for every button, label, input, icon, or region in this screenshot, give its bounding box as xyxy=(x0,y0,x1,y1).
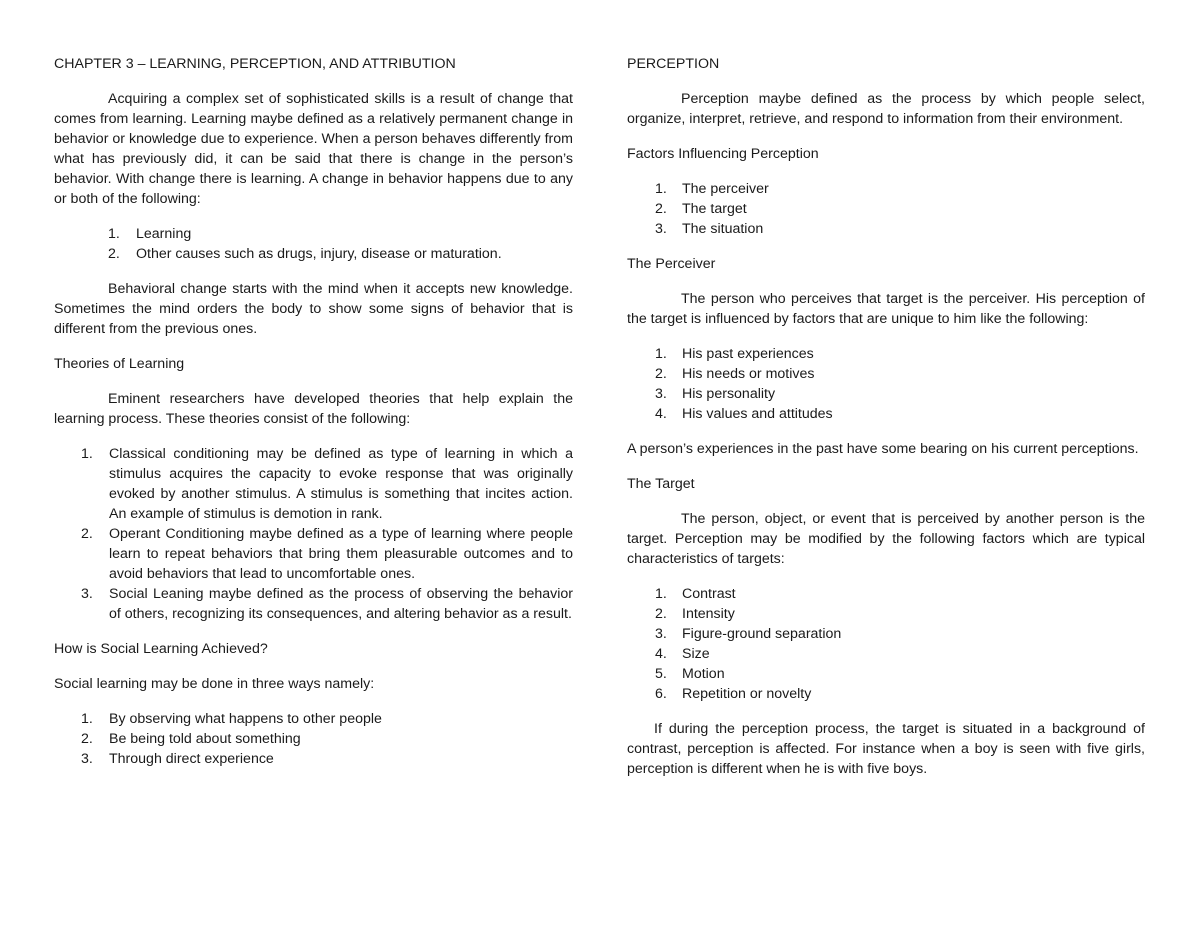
perceiver-paragraph: The person who perceives that target is the perceiver. His perception of the target is influenced by factors that are unique to him like the following: xyxy=(627,291,1145,327)
theories-heading: Theories of Learning xyxy=(54,356,185,372)
contrast-paragraph: If during the perception process, the target is situated in a background of contrast, perception is affected. For instance when a boy is seen with five girls, perception is different when he is with five boys. xyxy=(627,721,1145,777)
intro-paragraph: Acquiring a complex set of sophisticated skills is a result of change that comes from learning. Learning maybe defined as a relatively permanent change in behavior or knowledge due to experience. When a person behaves differently from what has previously did, it can be said that there is change in the person’s behavior. With change there is learning. A change in behavior happens due to any or both of the following: xyxy=(54,91,573,207)
social-ways-list xyxy=(54,709,573,769)
right-column xyxy=(627,54,1145,779)
left-column xyxy=(54,54,573,784)
behavioral-change-paragraph: Behavioral change starts with the mind when it accepts new knowledge. Sometimes the mind orders the body to show some signs of behavior that is different from the previous ones. xyxy=(54,281,573,337)
chapter-title: CHAPTER 3 – LEARNING, PERCEPTION, AND ATTRIBUTION xyxy=(54,56,456,72)
list-item: 3. His personality xyxy=(655,386,776,402)
list-item: 1. By observing what happens to other people xyxy=(81,711,382,727)
list-item: 2. Be being told about something xyxy=(81,731,301,747)
list-item: 1. Classical conditioning may be defined as type of learning in which a stimulus acquires the capacity to evoke response that was originally evoked by another stimulus. A stimulus is something that incites action. An example of stimulus is demotion in rank. xyxy=(81,446,573,522)
list-item: 6. Repetition or novelty xyxy=(655,686,812,702)
theories-intro-paragraph: Eminent researchers have developed theories that help explain the learning process. These theories consist of the following: xyxy=(54,391,573,427)
experiences-paragraph: A person’s experiences in the past have some bearing on his current perceptions. xyxy=(627,441,1139,457)
list-item: 3. The situation xyxy=(655,221,764,237)
list-item: 3. Through direct experience xyxy=(81,751,274,767)
social-learning-intro: Social learning may be done in three ways namely: xyxy=(54,676,375,692)
perception-title: PERCEPTION xyxy=(627,56,720,72)
list-item: 1. His past experiences xyxy=(655,346,814,362)
theories-list xyxy=(54,444,573,624)
list-item: 2. Intensity xyxy=(655,606,735,622)
list-item: 1. The perceiver xyxy=(655,181,769,197)
factors-list xyxy=(627,179,1145,239)
list-item: 3. Figure-ground separation xyxy=(655,626,842,642)
list-item: 3. Social Leaning maybe defined as the process of observing the behavior of others, recognizing its consequences, and altering behavior as a result. xyxy=(81,586,573,622)
factors-heading: Factors Influencing Perception xyxy=(627,146,819,162)
change-causes-list xyxy=(54,224,573,264)
perceiver-factors-list xyxy=(627,344,1145,424)
target-paragraph: The person, object, or event that is perceived by another person is the target. Perception may be modified by the following factors which are typical characteristics of targets: xyxy=(627,511,1145,567)
list-item: 1. Contrast xyxy=(655,586,736,602)
list-item: 2. Operant Conditioning maybe defined as a type of learning where people learn to repeat behaviors that bring them pleasurable outcomes and to avoid behaviors that lead to uncomfortable ones. xyxy=(81,526,573,582)
social-learning-heading: How is Social Learning Achieved? xyxy=(54,641,268,657)
target-heading: The Target xyxy=(627,476,695,492)
list-item: 4. His values and attitudes xyxy=(655,406,833,422)
perceiver-heading: The Perceiver xyxy=(627,256,716,272)
list-item: 2. His needs or motives xyxy=(655,366,815,382)
list-item: 2. Other causes such as drugs, injury, disease or maturation. xyxy=(108,246,502,262)
list-item: 2. The target xyxy=(655,201,747,217)
list-item: 1. Learning xyxy=(108,226,192,242)
list-item: 4. Size xyxy=(655,646,710,662)
perception-definition: Perception maybe defined as the process by which people select, organize, interpret, retrieve, and respond to information from their environment. xyxy=(627,91,1145,127)
list-item: 5. Motion xyxy=(655,666,725,682)
target-factors-list xyxy=(627,584,1145,704)
